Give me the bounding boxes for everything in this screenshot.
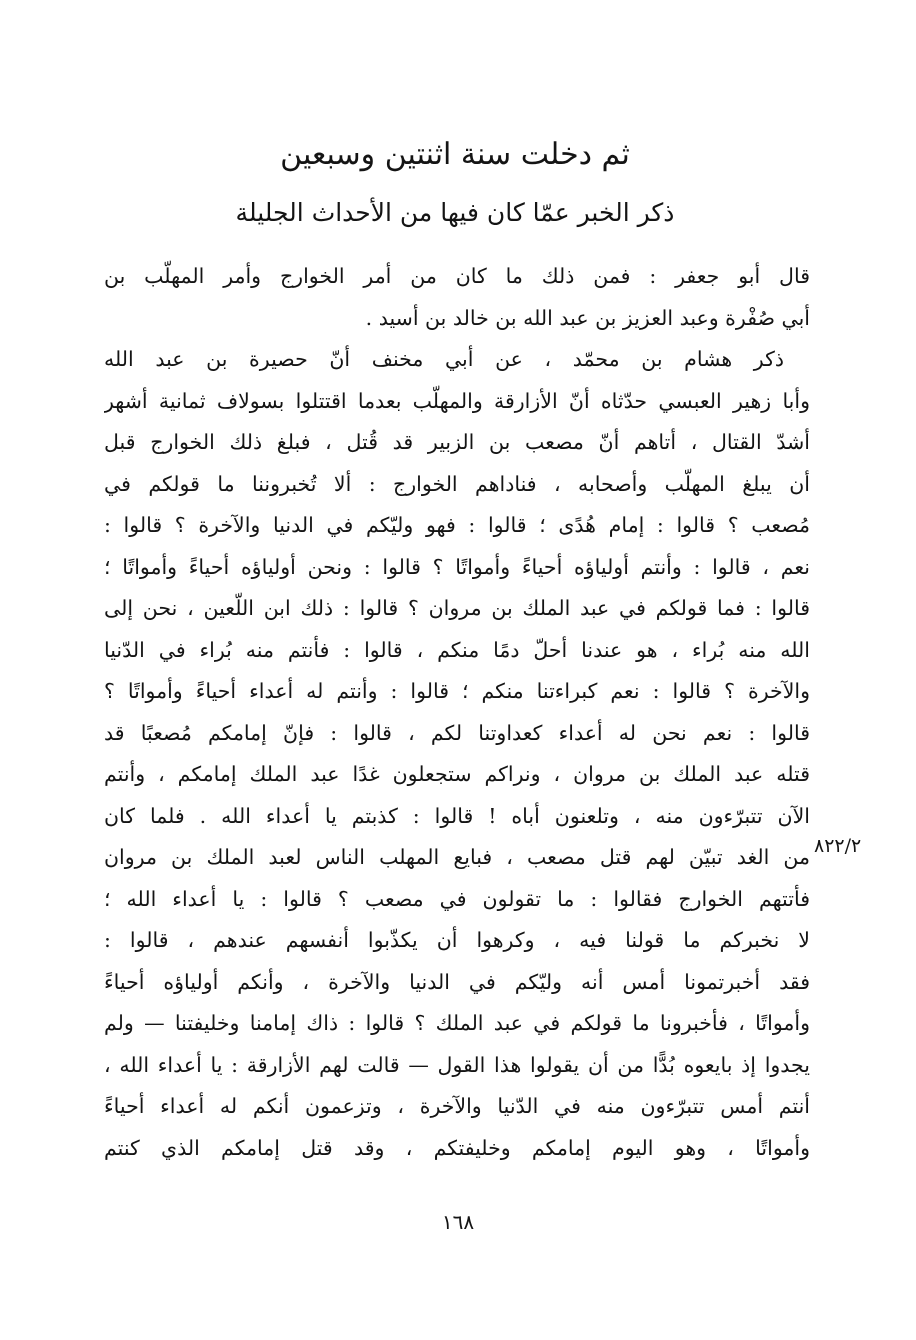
- body-line: وأبا زهير العبسي حدّثاه أنّ الأزارقة والمهلّب بعدما اقتتلوا بسولاف ثمانية أشهر: [104, 388, 810, 413]
- body-line: فقد أخبرتمونا أمس أنه وليّكم في الدنيا والآخرة ، وأنكم أولياؤه أحياءً: [104, 969, 810, 994]
- body-line: الله منه بُراء ، هو عندنا أحلّ دمًا منكم ، قالوا : فأنتم منه بُراء في الدّنيا: [104, 637, 810, 662]
- body-line: أنتم أمس تتبرّءون منه في الدّنيا والآخرة ، وتزعمون أنكم له أعداء أحياءً: [104, 1094, 810, 1118]
- body-text: [104, 256, 810, 1169]
- section-subtitle: ذكر الخبر عمّا كان فيها من الأحداث الجليلة: [235, 198, 675, 227]
- body-line: وأمواتًا ، وهو اليوم إمامكم وخليفتكم ، وقد قتل إمامكم الذي كنتم: [104, 1135, 810, 1160]
- body-line: أبي صُفْرة وعبد العزيز بن عبد الله بن خالد بن أسيد .: [365, 305, 810, 330]
- chapter-title: ثم دخلت سنة اثنتين وسبعين: [280, 137, 630, 172]
- body-line: قالوا : نعم نحن له أعداء كعداوتنا لكم ، قالوا : فإنّ إمامكم مُصعبًا قد: [104, 720, 810, 745]
- body-line: من الغد تبيّن لهم قتل مصعب ، فبايع المهلب الناس لعبد الملك بن مروان: [104, 845, 810, 869]
- body-line: يجدوا إذ بايعوه بُدًّا من أن يقولوا هذا القول — قالت لهم الأزارقة : يا أعداء الله ،: [104, 1052, 810, 1077]
- body-line: قال أبو جعفر : فمن ذلك ما كان من أمر الخوارج وأمر المهلّب بن: [104, 264, 810, 288]
- body-line: والآخرة ؟ قالوا : نعم كبراءتنا منكم ؛ قالوا : وأنتم له أعداء أحياءً وأمواتًا ؟: [104, 679, 810, 703]
- margin-reference: ٨٢٢/٢: [814, 835, 862, 857]
- body-line: قتله عبد الملك بن مروان ، ونراكم ستجعلون غدًا عبد الملك إمامكم ، وأنتم: [104, 762, 810, 786]
- body-line: ذكر هشام بن محمّد ، عن أبي مخنف أنّ حصيرة بن عبد الله: [104, 347, 784, 371]
- body-line: وأمواتًا ، فأخبرونا ما قولكم في عبد الملك ؟ قالوا : ذاك إمامنا وخليفتنا — ولم: [104, 1011, 810, 1035]
- page-number: ١٦٨: [441, 1210, 475, 1234]
- body-line: أشدّ القتال ، أتاهم أنّ مصعب بن الزبير قد قُتل ، فبلغ ذلك الخوارج قبل: [104, 430, 810, 454]
- body-line: قالوا : فما قولكم في عبد الملك بن مروان ؟ قالوا : ذلك ابن اللّعين ، نحن إلى: [104, 596, 810, 620]
- body-line: لا نخبركم ما قولنا فيه ، وكرهوا أن يكذّبوا أنفسهم عندهم ، قالوا :: [104, 928, 810, 952]
- body-line: مُصعب ؟ قالوا : إمام هُدًى ؛ قالوا : فهو وليّكم في الدنيا والآخرة ؟ قالوا :: [104, 513, 810, 537]
- body-line: فأتتهم الخوارج فقالوا : ما تقولون في مصعب ؟ قالوا : يا أعداء الله ؛: [104, 886, 810, 911]
- body-line: الآن تتبرّءون منه ، وتلعنون أباه ! قالوا : كذبتم يا أعداء الله . فلما كان: [104, 803, 810, 828]
- body-line: أن يبلغ المهلّب وأصحابه ، فناداهم الخوارج : ألا تُخبروننا ما قولكم في: [104, 471, 810, 496]
- body-line: نعم ، قالوا : وأنتم أولياؤه أحياءً وأمواتًا ؟ قالوا : ونحن أولياؤه أحياءً وأمواتًا ؛: [104, 554, 810, 579]
